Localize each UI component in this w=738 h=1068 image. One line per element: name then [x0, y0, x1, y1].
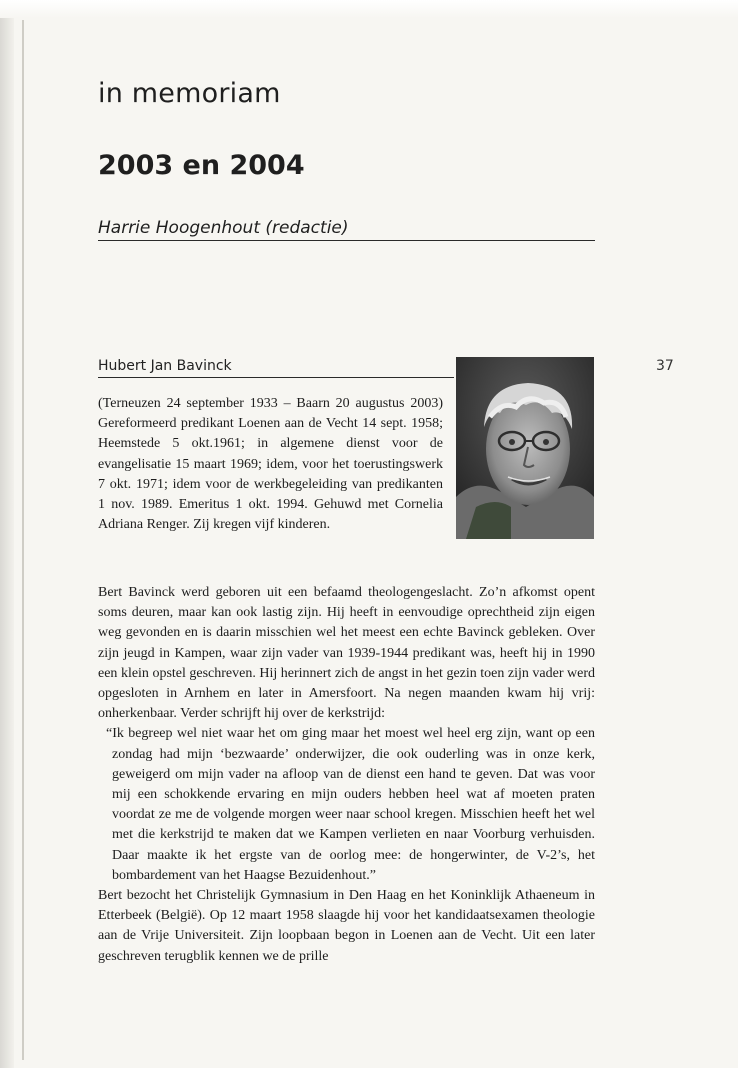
article-paragraph: Bert Bavinck werd geboren uit een befaamd theologengeslacht. Zo’n afkomst opent soms deuren, maar kan ook lastig zijn. Hij heeft in eenvoudige oprechtheid zijn eigen weg gevonden en is daarin misschien wel het meest een echte Bavinck gebleken. Over zijn jeugd in Kampen, waar zijn vader van 1939-1944 predikant was, heeft hij in 1990 een klein opstel geschreven. Hij herinnert zich de angst in het gezin toen zijn vader werd opgesloten in Arnhem en later in Amersfoort. Na negen maanden kwam hij vrij: onherkenbaar. Verder schrijft hij over de kerkstrijd: [98, 585, 595, 722]
article-paragraph: Bert bezocht het Christelijk Gymnasium in Den Haag en het Koninklijk Athaeneum in Etterbeek (België). Op 12 maart 1958 slaagde hij voor het kandidaatsexamen theologie aan de Vrije Universiteit. Zijn loopbaan begon in Loenen aan de Vecht. Uit een later geschreven terugblik kennen we de prille [98, 888, 595, 964]
editor-underline [98, 240, 595, 241]
section-title: in memoriam [98, 78, 281, 109]
book-spine [0, 0, 14, 1068]
section-years: 2003 en 2004 [98, 150, 305, 181]
page-number: 37 [656, 358, 674, 374]
article-body [98, 583, 595, 967]
page-top-edge [0, 0, 738, 18]
biography-text: (Terneuzen 24 september 1933 – Baarn 20 augustus 2003) Gereformeerd predikant Loenen aan de Vecht 14 sept. 1958; Heemstede 5 okt.1961; in algemene dienst voor de evangelisatie 15 maart 1969; idem, voor het toerustingswerk 7 okt. 1971; idem voor de werkbegeleiding van predikanten 1 nov. 1989. Emeritus 1 okt. 1994. Gehuwd met Cornelia Adriana Renger. Zij kregen vijf kinderen. [98, 396, 443, 533]
article-quote: “Ik begreep wel niet waar het om ging maar het moest wel heel erg zijn, want op een zondag had mijn ‘bezwaarde’ onderwijzer, die ook ouderling was in onze kerk, geweigerd om mijn vader na afloop van de dienst een hand te geven. Dat was voor mij een schokkende ervaring en mijn ouders hebben heel wat af moeten praten voordat ze me de volgende morgen weer naar school kregen. Misschien heeft het wel met die kerkstrijd te maken dat we Kampen verlieten en naar Voorburg verhuisden. Daar maakte ik het ergste van de oorlog mee: de hongerwinter, de V-2’s, het bombardement van het Haagse Bezuidenhout.” [106, 726, 595, 883]
person-name-underline [98, 377, 454, 378]
portrait-photo [456, 357, 594, 539]
person-name: Hubert Jan Bavinck [98, 358, 232, 374]
spine-fold-line [22, 20, 24, 1060]
biography-block [98, 394, 443, 535]
editor-credit: Harrie Hoogenhout (redactie) [98, 218, 349, 238]
